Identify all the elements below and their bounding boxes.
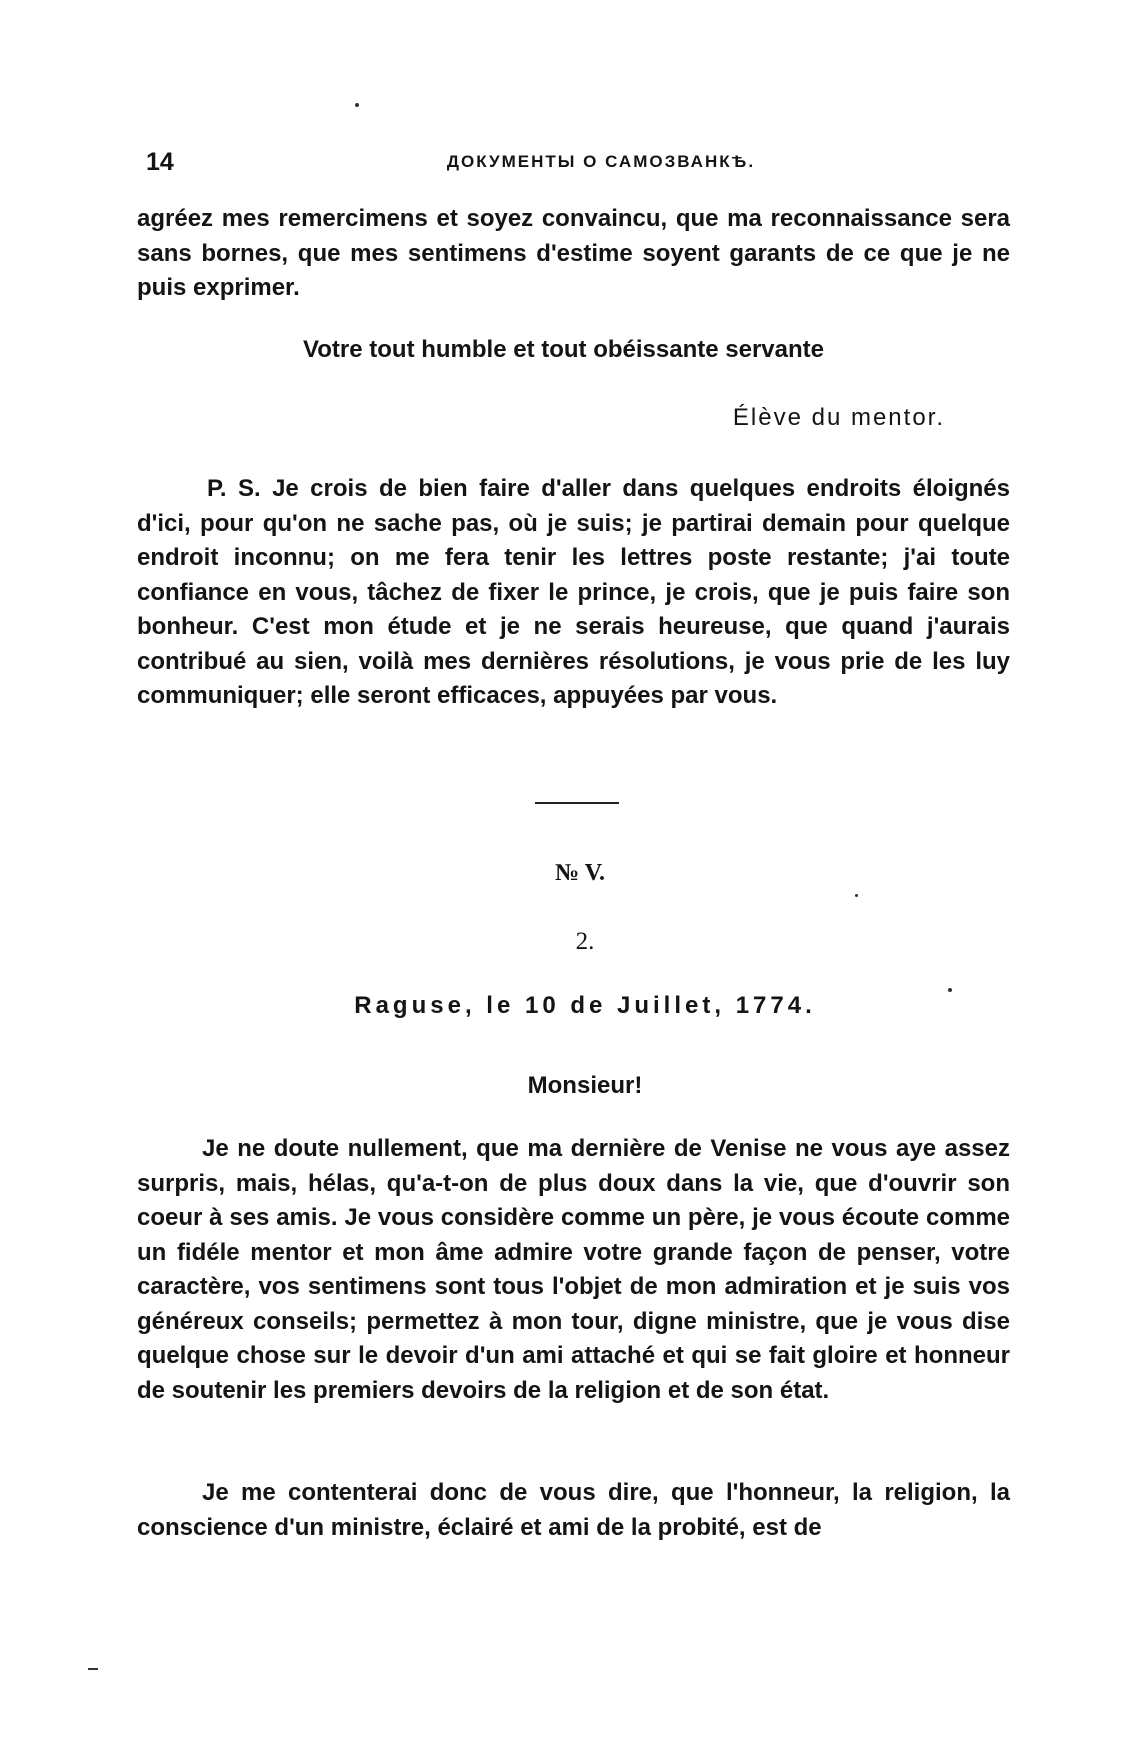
dateline: Raguse, le 10 de Juillet, 1774.: [354, 992, 816, 1019]
signature: Élève du mentor.: [732, 404, 945, 431]
document-number: № V.: [555, 860, 605, 886]
letter-closing-paragraph: agréez mes remercimens et soyez convaincu, que ma reconnaissance sera sans bornes, que mes sentimens d'estime soyent garants de ce que je ne puis exprimer.: [137, 205, 1010, 301]
print-speck: [355, 103, 359, 107]
body-paragraph-2: Je me contenterai donc de vous dire, que l'honneur, la religion, la conscience d'un ministre, éclairé et ami de la probité, est de: [137, 1479, 1010, 1541]
section-divider: [535, 802, 619, 804]
postscript-paragraph: P. S. Je crois de bien faire d'aller dans quelques endroits éloignés d'ici, pour qu'on ne sache pas, où je suis; je partirai demain pour quelque endroit inconnu; on me fera tenir les lettres poste restante; j'ai toute confiance en vous, tâchez de fixer le prince, je crois, que je puis faire son bonheur. C'est mon étude et je ne serais heureuse, que quand j'aurais contribué au sien, voilà mes dernières résolutions, je vous prie de les luy communiquer; elle seront efficaces, appuyées par vous.: [137, 475, 1010, 709]
print-speck: [88, 1668, 98, 1670]
running-head: ДОКУМЕНТЫ О САМОЗВАНКѢ.: [446, 152, 756, 171]
page-header: [146, 148, 1006, 182]
print-speck: [855, 894, 858, 897]
complimentary-close: Votre tout humble et tout obéissante servante: [303, 336, 824, 363]
print-speck: [948, 988, 952, 992]
page-number: 14: [146, 148, 174, 176]
body-paragraph-1: Je ne doute nullement, que ma dernière de Venise ne vous aye assez surpris, mais, hélas, qu'a-t-on de plus doux dans la vie, que d'ouvrir son coeur à ses amis. Je vous considère comme un père, je vous écoute comme un fidéle mentor et mon âme admire votre grande façon de penser, votre caractère, vos sentimens sont tous l'objet de mon admiration et je suis vos généreux conseils; permettez à mon tour, digne ministre, que je vous dise quelque chose sur le devoir d'un ami attaché et qui se fait gloire et honneur de soutenir les premiers devoirs de la religion et de son état.: [137, 1135, 1010, 1404]
salutation: Monsieur!: [527, 1072, 643, 1099]
document-sub-number: 2.: [575, 928, 595, 955]
